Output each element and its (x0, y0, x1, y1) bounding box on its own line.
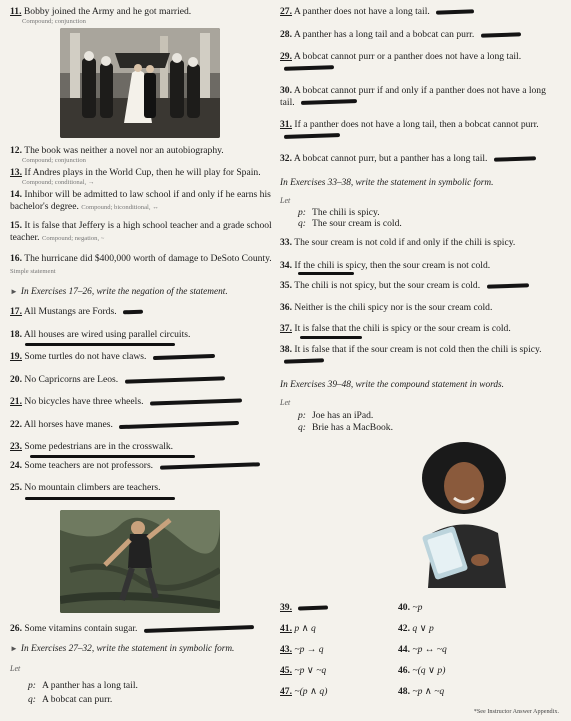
section-header-17-26: ► In Exercises 17–26, write the negation of the statement. (10, 287, 228, 297)
handwritten-answer (284, 65, 334, 71)
handwritten-answer (125, 376, 225, 383)
exercise-48: 48. ~p ∧ ~q (398, 686, 445, 697)
let-label: Let (280, 196, 291, 205)
exercise-11: 11. Bobby joined the Army and he got married. Compound; conjunction (10, 6, 192, 25)
exercise-12: 12. The book was neither a novel nor an autobiography. Compound; conjunction (10, 145, 224, 164)
rock-climber-photo (60, 510, 220, 613)
exercise-35: 35. The chili is not spicy, but the sour cream is cold. (280, 280, 562, 292)
exercise-34: 34. If the chili is spicy, then the sour cream is not cold. (280, 260, 491, 271)
exercise-19: 19. Some turtles do not have claws. (10, 351, 272, 363)
handwritten-answer (436, 9, 474, 14)
wedding-photo (60, 28, 220, 138)
section-header-27-32: ► In Exercises 27–32, write the statement in symbolic form. (10, 644, 235, 654)
let-label: Let (280, 398, 291, 407)
exercise-30: 30. A bobcat cannot purr if and only if a panther does not have a long tail. (280, 85, 546, 108)
handwritten-answer (119, 421, 239, 429)
woman-with-tablet-image (368, 438, 552, 588)
exercise-27: 27. A panther does not have a long tail. (280, 6, 562, 18)
exercise-26: 26. Some vitamins contain sugar. (10, 623, 272, 635)
handwritten-answer (301, 99, 357, 105)
exercise-16: 16. The hurricane did $400,000 worth of damage to DeSoto County. Simple statement (10, 253, 272, 275)
handwritten-answer (150, 398, 242, 405)
handwritten-answer (30, 455, 195, 458)
exercise-15: 15. It is false that Jeffery is a high school teacher and a grade school teacher. Compound; negation, ~ (10, 220, 272, 243)
exercise-23: 23. Some pedestrians are in the crosswalk. (10, 441, 174, 452)
exercise-47: 47. ~(p ∧ q) (280, 686, 328, 697)
exercise-38: 38. It is false that if the sour cream is not cold then the chili is spicy. (280, 344, 562, 367)
handwritten-answer (284, 359, 324, 364)
handwritten-answer (153, 354, 215, 360)
handwritten-answer (300, 336, 362, 339)
footnote: *See Instructor Answer Appendix. (473, 708, 559, 715)
exercise-17: 17. All Mustangs are Fords. (10, 306, 272, 318)
exercise-29: 29. A bobcat cannot purr or a panther does not have a long tail. (280, 51, 562, 74)
definition-q: q: A bobcat can purr. (28, 694, 113, 705)
handwritten-answer (298, 605, 328, 610)
wedding-photo-image (60, 28, 220, 138)
exercise-33: 33. The sour cream is not cold if and only if the chili is spicy. (280, 237, 516, 248)
handwritten-answer (25, 497, 175, 500)
triangle-marker-icon: ► (10, 287, 18, 296)
exercise-21: 21. No bicycles have three wheels. (10, 396, 272, 408)
exercise-40: 40. ~p (398, 602, 423, 613)
exercise-43: 43. ~p → q (280, 644, 324, 655)
exercise-18: 18. All houses are wired using parallel circuits. (10, 329, 191, 340)
woman-with-tablet-photo (368, 438, 552, 588)
symbolic-exercise-grid (280, 602, 562, 712)
exercise-37: 37. It is false that the chili is spicy or the sour cream is cold. (280, 323, 511, 334)
section-header-33-38: In Exercises 33–38, write the statement in symbolic form. (280, 178, 494, 188)
exercise-25: 25. No mountain climbers are teachers. (10, 482, 161, 493)
exercise-13: 13. If Andres plays in the World Cup, then he will play for Spain. Compound; conditional, → (10, 167, 261, 186)
handwritten-answer (123, 309, 143, 314)
handwritten-answer (486, 283, 528, 288)
exercise-32: 32. A bobcat cannot purr, but a panther has a long tail. (280, 153, 562, 165)
definition-p: p: A panther has a long tail. (28, 680, 138, 691)
handwritten-answer (481, 32, 521, 37)
handwritten-answer (25, 343, 175, 346)
exercise-28: 28. A panther has a long tail and a bobcat can purr. (280, 29, 562, 41)
exercise-36: 36. Neither is the chili spicy nor is the sour cream cold. (280, 302, 493, 313)
handwritten-answer (298, 272, 354, 275)
definition-p: p: Joe has an iPad. (298, 410, 374, 421)
exercise-20: 20. No Capricorns are Leos. (10, 374, 272, 386)
let-label: Let (10, 664, 21, 673)
exercise-46: 46. ~(q ∨ p) (398, 665, 446, 676)
section-header-39-48: In Exercises 39–48, write the compound statement in words. (280, 380, 504, 390)
exercise-44: 44. ~p ↔ ~q (398, 644, 447, 655)
exercise-39: 39. (280, 602, 328, 613)
handwritten-answer (144, 625, 254, 633)
exercise-31: 31. If a panther does not have a long tail, then a bobcat cannot purr. (280, 119, 562, 142)
handwritten-answer (159, 462, 259, 469)
exercise-24: 24. Some teachers are not professors. (10, 460, 272, 472)
exercise-14: 14. Inhibor will be admitted to law school if and only if he earns his bachelor's degree. Compound; biconditional, ↔ (10, 189, 271, 212)
exercise-22: 22. All horses have manes. (10, 419, 272, 431)
rock-climber-image (60, 510, 220, 613)
exercise-41: 41. p ∧ q (280, 623, 316, 634)
definition-p: p: The chili is spicy. (298, 207, 380, 218)
definition-q: q: The sour cream is cold. (298, 218, 402, 229)
handwritten-answer (494, 156, 536, 161)
exercise-45: 45. ~p ∨ ~q (280, 665, 327, 676)
triangle-marker-icon: ► (10, 644, 18, 653)
handwritten-answer (284, 133, 340, 139)
exercise-42: 42. q ∨ p (398, 623, 434, 634)
definition-q: q: Brie has a MacBook. (298, 422, 393, 433)
